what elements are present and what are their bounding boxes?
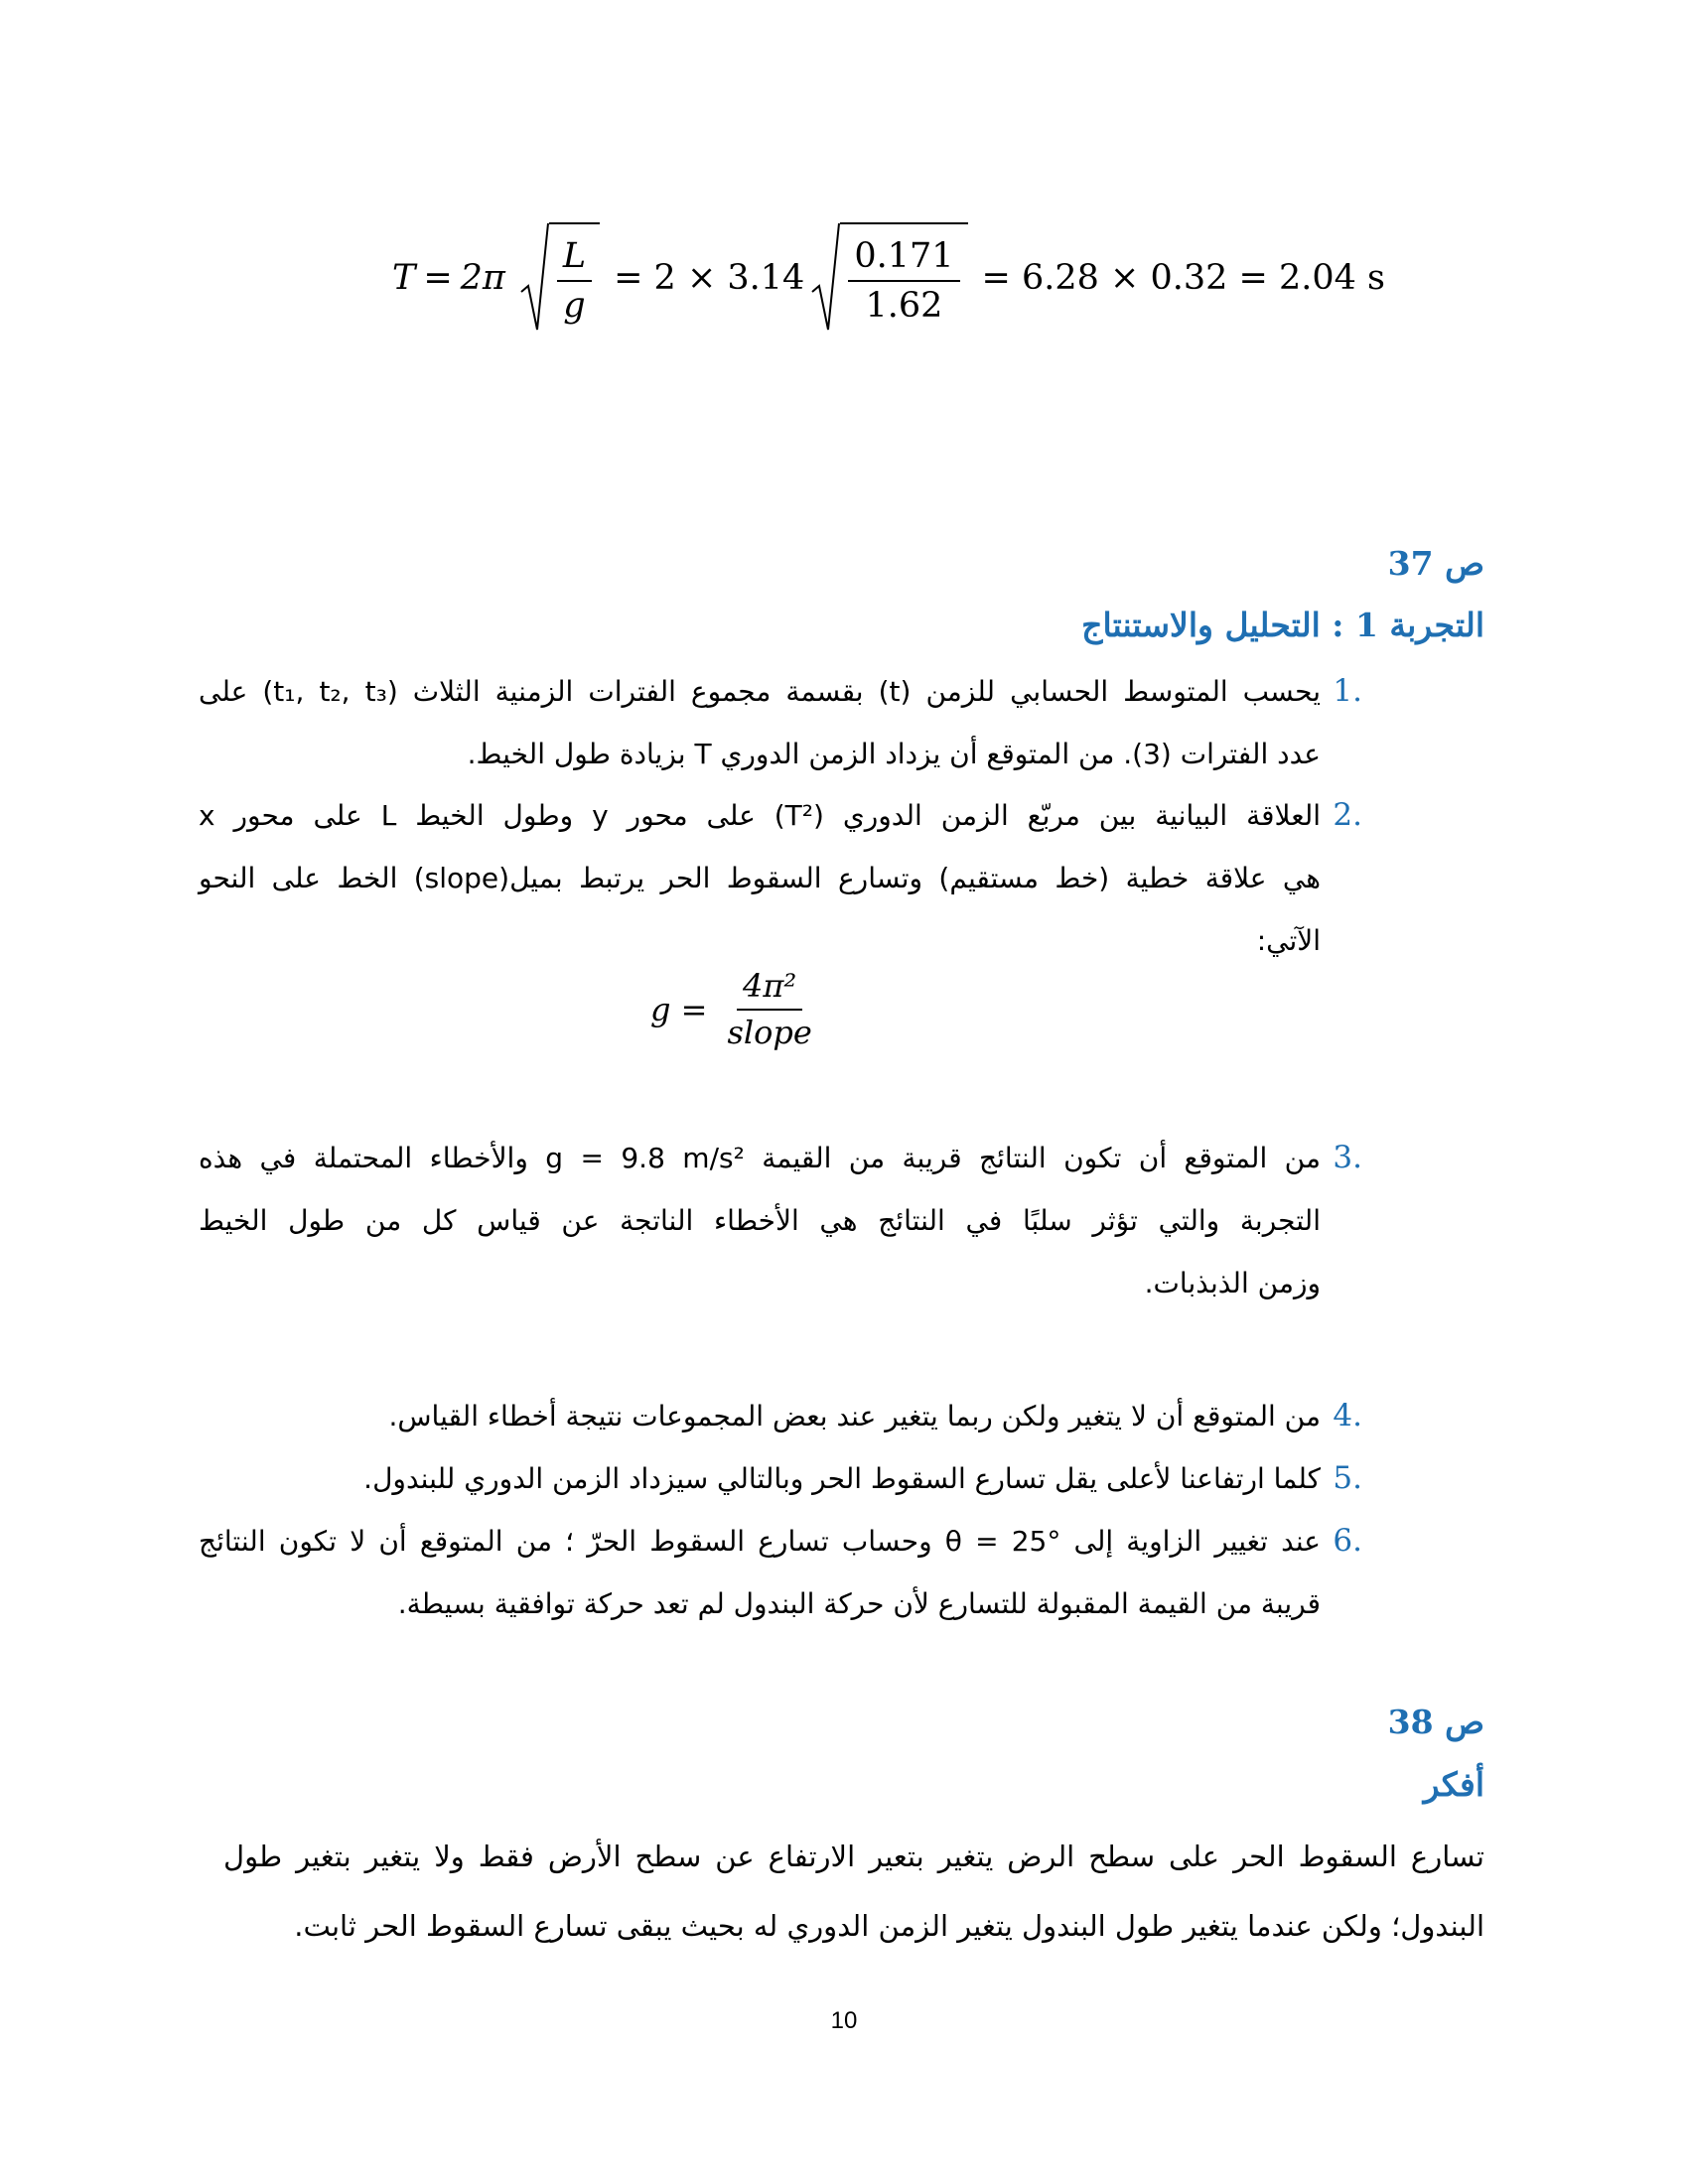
item-number: 1. bbox=[1333, 673, 1362, 709]
item-number: 6. bbox=[1333, 1523, 1362, 1559]
think-paragraph bbox=[223, 1822, 1484, 1961]
page-label-38: ص 38 bbox=[1387, 1703, 1484, 1741]
item-line: الآتي: bbox=[1256, 924, 1321, 957]
list-item bbox=[199, 1447, 1362, 1510]
item-line: من المتوقع أن تكون النتائج قريبة من القيمة g = 9.8 m/s² والأخطاء المحتملة في هذه bbox=[199, 1142, 1321, 1174]
item-line: العلاقة البيانية بين مربّع الزمن الدوري (T²) على محور y وطول الخيط L على محور x bbox=[199, 799, 1322, 832]
item-line: قريبة من القيمة المقبولة للتسارع لأن حركة البندول لم تعد حركة توافقية بسيطة. bbox=[397, 1587, 1321, 1620]
item-number: 4. bbox=[1333, 1398, 1362, 1433]
think-line: تسارع السقوط الحر على سطح الرض يتغير بتعير الارتفاع عن سطح الأرض فقط ولا يتغير بتغير طول bbox=[223, 1840, 1484, 1873]
item-line: كلما ارتفاعنا لأعلى يقل تسارع السقوط الحر وبالتالي سيزداد الزمن الدوري للبندول. bbox=[363, 1462, 1321, 1495]
slope-formula-num: 4π² bbox=[737, 968, 802, 1011]
item-number: 2. bbox=[1333, 797, 1362, 833]
slope-formula-den: slope bbox=[727, 1013, 812, 1051]
item-line: وزمن الذبذبات. bbox=[1144, 1267, 1321, 1299]
list-item bbox=[199, 660, 1362, 785]
formula-equals: = bbox=[423, 258, 453, 298]
frac-0171: 0.171 bbox=[848, 236, 959, 282]
slope-formula-lhs: g = bbox=[650, 990, 708, 1028]
frac-g: g bbox=[563, 286, 586, 326]
item-line: يحسب المتوسط الحسابي للزمن (t) بقسمة مجموع الفترات الزمنية الثلاث (t₁, t₂, t₃) على bbox=[199, 675, 1322, 708]
list-item bbox=[199, 1510, 1362, 1635]
experiment-subtitle: التجربة 1 : التحليل والاستنتاج bbox=[1081, 606, 1484, 644]
item-line: عدد الفترات (3). من المتوقع أن يزداد الزمن الدوري T بزيادة طول الخيط. bbox=[467, 738, 1321, 770]
page-label-37: ص 37 bbox=[1387, 544, 1484, 583]
think-line: البندول؛ ولكن عندما يتغير طول البندول يتغير الزمن الدوري له بحيث يبقى تسارع السقوط الحر ثابت. bbox=[294, 1909, 1484, 1943]
item-line: عند تغيير الزاوية إلى θ = 25° وحساب تسارع السقوط الحرّ ؛ من المتوقع أن لا تكون النتائج bbox=[199, 1525, 1321, 1558]
radical-sign-icon bbox=[810, 222, 840, 334]
sqrt-numeric bbox=[810, 222, 967, 334]
list-item bbox=[199, 1385, 1362, 1447]
period-formula bbox=[392, 199, 1385, 357]
item-number: 3. bbox=[1333, 1140, 1362, 1175]
item-line: التجربة والتي تؤثر سلبًا في النتائج هي الأخطاء الناتجة عن قياس كل من طول الخيط bbox=[199, 1204, 1321, 1237]
formula-step1: = 2 × 3.14 bbox=[614, 258, 805, 298]
item-line: هي علاقة خطية (خط مستقيم) وتسارع السقوط الحر يرتبط بميل(slope) الخط على النحو bbox=[199, 862, 1321, 894]
radical-sign-icon bbox=[519, 222, 549, 334]
frac-162: 1.62 bbox=[865, 286, 943, 326]
frac-L: L bbox=[557, 236, 592, 282]
list-item bbox=[199, 784, 1362, 972]
list-item bbox=[199, 1127, 1362, 1314]
formula-two-pi: 2π bbox=[460, 258, 505, 298]
page-number: 10 bbox=[830, 2007, 858, 2034]
item-line: من المتوقع أن لا يتغير ولكن ربما يتغير عند بعض المجموعات نتيجة أخطاء القياس. bbox=[388, 1400, 1321, 1433]
item-number: 5. bbox=[1333, 1460, 1362, 1496]
sqrt-L-over-g bbox=[519, 222, 600, 334]
think-subtitle: أفكر bbox=[1423, 1765, 1484, 1804]
formula-step2: = 6.28 × 0.32 = 2.04 s bbox=[981, 258, 1385, 298]
formula-T: T bbox=[392, 258, 416, 298]
slope-formula bbox=[650, 968, 824, 1051]
